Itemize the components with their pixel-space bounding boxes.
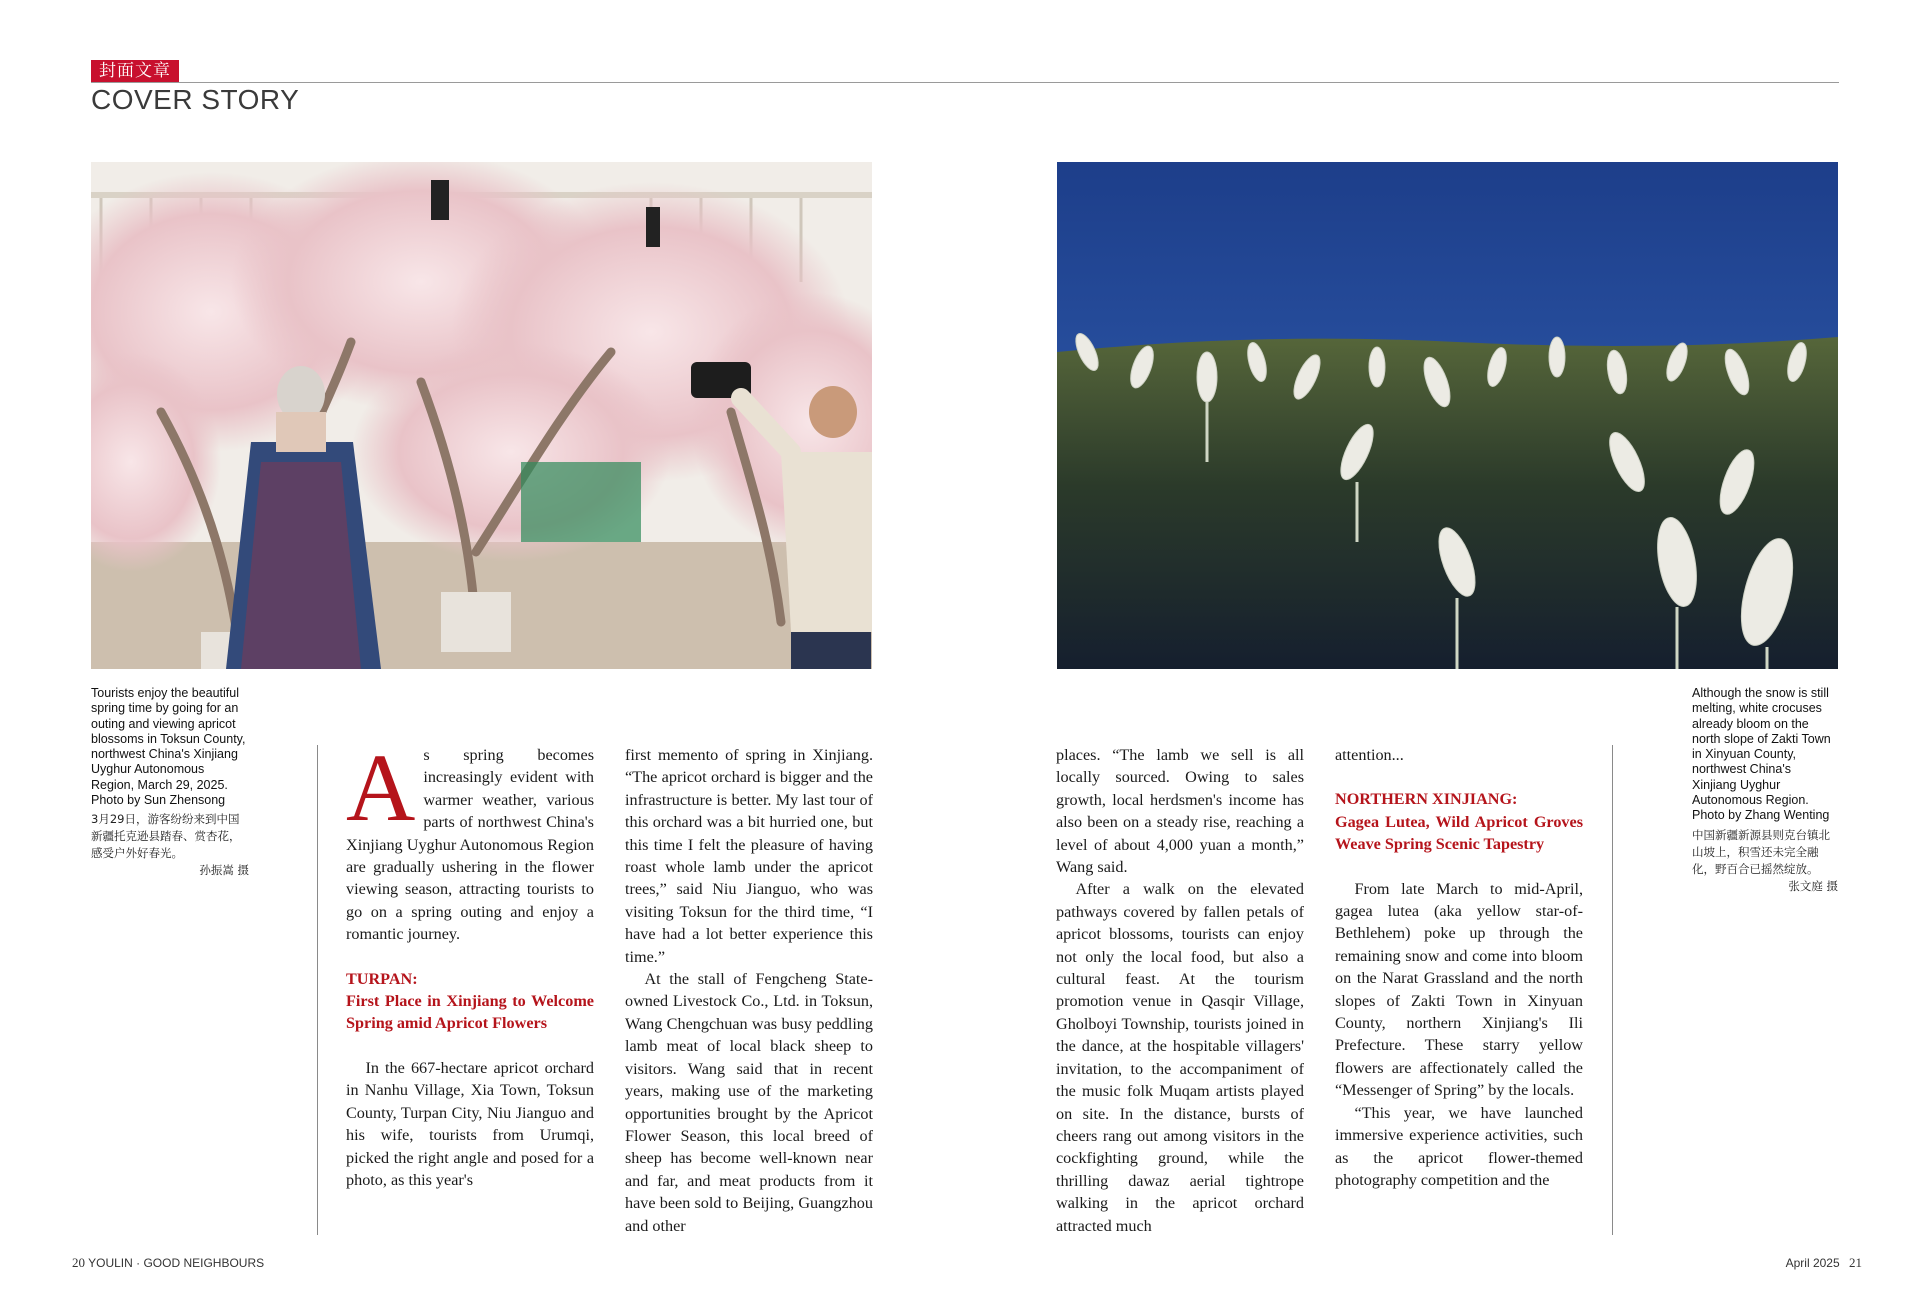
intro-paragraph: s spring becomes increasingly evident with warmer weather, various parts of northwest China's Xinjiang Uyghur Autonomous Region are gradually ushering in the flower viewing season, attracting tourists to go on a spring outing and enjoy a romantic journey.: [346, 746, 594, 944]
section-tag: 封面文章: [91, 60, 179, 82]
left-folio: [72, 1255, 264, 1271]
turpan-subhead-label: TURPAN:: [346, 969, 418, 988]
column-rule-right: [1612, 745, 1613, 1235]
body-paragraph: attention...: [1335, 746, 1404, 764]
body-paragraph: At the stall of Fengcheng State-owned Livestock Co., Ltd. in Toksun, Wang Chengchuan was busy peddling lamb meat of local black sheep to visitors. Wang said that in recent years, making use of the marketing opportunities brought by the Apricot Flower Season, this local breed of sheep has become well-known near and far, and meat products from it have been sold to Beijing, Guangzhou and other: [625, 970, 873, 1235]
right-caption-credit: 张文庭 摄: [1788, 878, 1838, 893]
section-title: COVER STORY: [91, 84, 300, 115]
right-page-number: 21: [1849, 1255, 1862, 1270]
body-paragraph: first memento of spring in Xinjiang. “The apricot orchard is bigger and the infrastructure is better. My last tour of this orchard was a bit hurried one, but this time I felt the pleasure of having roast whole lamb under the apricot trees,” said Niu Jianguo, who was visiting Toksun for the third time, “I have had a lot better experience this time.”: [625, 746, 873, 966]
column-rule-left: [317, 745, 318, 1235]
body-paragraph: In the 667-hectare apricot orchard in Nanhu Village, Xia Town, Toksun County, Turpan City, Niu Jianguo and his wife, tourists from Urumqi, picked the right angle and posed for a photo, as this year's: [346, 1058, 594, 1189]
drop-cap: A: [346, 744, 416, 841]
issue-date: April 2025: [1785, 1256, 1840, 1270]
magazine-name: YOULIN · GOOD NEIGHBOURS: [88, 1256, 265, 1270]
body-paragraph: From late March to mid-April, gagea lutea (aka yellow star-of-Bethlehem) poke up through the remaining snow and come into bloom on the Narat Grassland and the north slopes of Zakti Town in Xinyuan County, northern Xinjiang's Ili Prefecture. These starry yellow flowers are affectionately called the “Messenger of Spring” by the locals.: [1335, 879, 1583, 1100]
right-caption-en: Although the snow is still melting, white crocuses already bloom on the north slope of Zakti Town in Xinyuan County, northwest China's Xinjiang Uyghur Autonomous Region. Photo by Zhang Wenting: [1692, 686, 1831, 823]
turpan-subhead-title: First Place in Xinjiang to Welcome Spring amid Apricot Flowers: [346, 992, 594, 1033]
turpan-subhead: [346, 968, 594, 1035]
left-caption-credit: 孙振嵩 摄: [199, 863, 249, 878]
body-paragraph: places. “The lamb we sell is all locally sourced. Owing to sales growth, local herdsmen's income has also been on a steady rise, reaching a level of about 4,000 yuan a month,” Wang said.: [1056, 746, 1304, 877]
left-caption-zh: 3月29日，游客纷纷来到中国新疆托克逊县踏春、赏杏花，感受户外好春光。: [91, 812, 241, 861]
article-column-3: [1056, 744, 1304, 1239]
left-photo-caption: [91, 686, 249, 879]
apricot-orchard-photo: [91, 162, 872, 669]
northern-subhead-label: NORTHERN XINJIANG:: [1335, 790, 1518, 809]
left-caption-en: Tourists enjoy the beautiful spring time by going for an outing and viewing apricot blossoms in Toksun County, northwest China's Xinjiang Uyghur Autonomous Region, March 29, 2025. Photo by Sun Zhensong: [91, 686, 246, 808]
right-caption-zh: 中国新疆新源县则克台镇北山坡上，积雪还未完全融化，野百合已摇然绽放。: [1692, 827, 1830, 876]
article-column-4: [1335, 744, 1583, 1239]
body-paragraph: After a walk on the elevated pathways covered by fallen petals of apricot blossoms, tourists can enjoy not only the local food, but also a cultural feast. At the tourism promotion venue in Qasqir Village, Gholboyi Township, tourists joined in the dance, at the hospitable villagers' invitation, to the accompaniment of the music folk Muqam artists played on site. In the distance, bursts of cheers rang out among visitors in the cockfighting ground, while the thrilling dawaz aerial tightrope walking in the apricot orchard attracted much: [1056, 880, 1304, 1235]
article-column-2: [625, 744, 873, 1239]
header-rule: [91, 82, 1839, 83]
article-column-1: [346, 744, 594, 1239]
left-page-number: 20: [72, 1255, 85, 1270]
right-photo-caption: [1692, 686, 1838, 895]
northern-xinjiang-subhead: [1335, 788, 1583, 855]
crocus-photo: [1057, 162, 1838, 669]
northern-subhead-title: Gagea Lutea, Wild Apricot Groves Weave Spring Scenic Tapestry: [1335, 812, 1583, 854]
right-folio: [1786, 1255, 1862, 1271]
crocus-image: [1057, 162, 1838, 669]
body-paragraph: “This year, we have launched immersive experience activities, such as the apricot flower-themed photography competition and the: [1335, 1103, 1583, 1189]
apricot-orchard-image: [91, 162, 872, 669]
